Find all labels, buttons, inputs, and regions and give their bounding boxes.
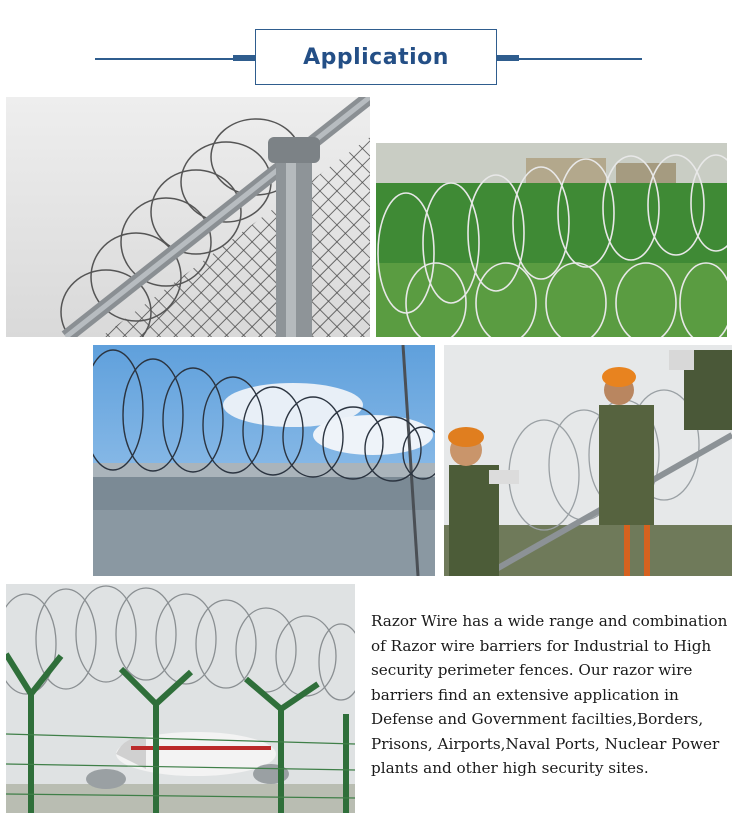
section-title: Application: [303, 44, 449, 70]
airport-fence-razor-wire-photo: [6, 584, 355, 813]
section-title-box: [255, 29, 497, 85]
razor-wire-field-photo: [376, 143, 727, 337]
razor-wire-wall-top-photo: [93, 345, 435, 576]
workers-installing-razor-wire-photo: [444, 345, 732, 576]
header-dash-right: [497, 55, 519, 61]
header-rule-left: [95, 58, 255, 60]
razor-wire-chainlink-fence-photo: [6, 97, 370, 337]
application-description: Razor Wire has a wide range and combination of Razor wire barriers for Industrial to High security perimeter fences. Our razor wire barriers find an extensive application in Defense and Government facilties,Borders, Prisons, Airports,Naval Ports, Nuclear Power plants and other high security sites.: [371, 612, 728, 777]
header-dash-left: [233, 55, 255, 61]
